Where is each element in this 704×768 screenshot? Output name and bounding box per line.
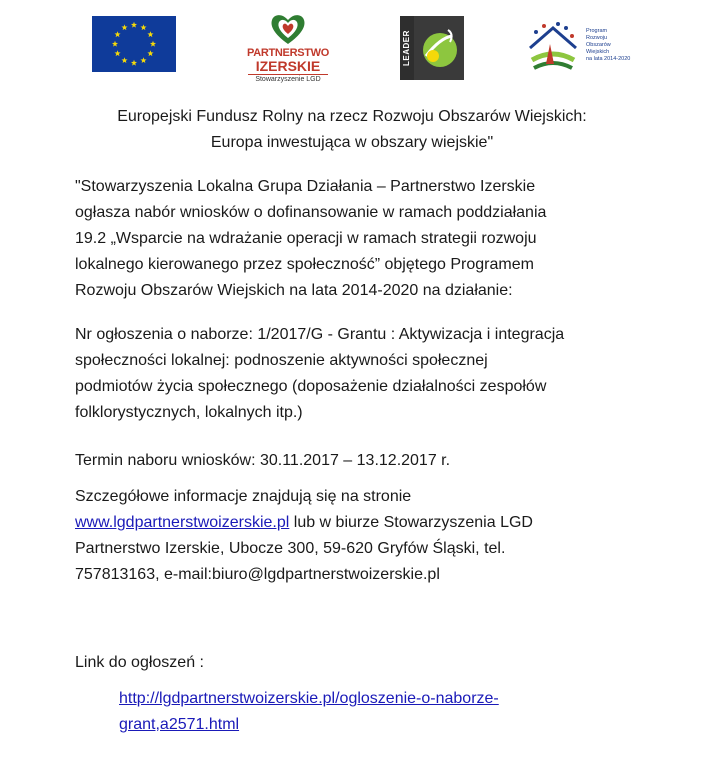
prow-text (586, 28, 630, 63)
prow-line: Wiejskich (586, 49, 610, 55)
leader-logo (400, 16, 464, 80)
prow-line: na lata 2014-2020 (586, 56, 631, 62)
leader-word: LEADER (402, 30, 411, 66)
document-heading (0, 104, 704, 156)
details-line: 757813163, e-mail:biuro@lgdpartnerstwoizerskie.pl (75, 566, 440, 583)
details-paragraph (75, 484, 645, 588)
deadline-paragraph (75, 448, 645, 474)
lgd-name-line1: PARTNERSTWO (246, 47, 330, 59)
website-link[interactable]: www.lgdpartnerstwoizerskie.pl (75, 514, 290, 531)
prow-line: Obszarów (586, 42, 611, 48)
details-line: Szczegółowe informacje znajdują się na stronie (75, 488, 412, 505)
logo-bar (0, 12, 704, 88)
announcement-url-paragraph (119, 686, 689, 738)
prow-emblem-icon (522, 18, 584, 80)
intro-line: Rozwoju Obszarów Wiejskich na lata 2014-2020 na działanie: (75, 282, 513, 299)
heading-line: Europa inwestująca w obszary wiejskie" (210, 134, 494, 151)
lgd-name-line2: IZERSKIE (255, 58, 321, 74)
heading-line: Europejski Fundusz Rolny na rzecz Rozwoju Obszarów Wiejskich: (117, 108, 587, 125)
details-line (75, 510, 645, 536)
intro-line: 19.2 „Wsparcie na wdrażanie operacji w ramach strategii rozwoju (75, 230, 537, 247)
intro-line: ogłasza nabór wniosków o dofinansowanie w ramach poddziałania (75, 204, 547, 221)
deadline-text: Termin naboru wniosków: 30.11.2017 – 13.12.2017 r. (75, 452, 451, 469)
announcement-line: folklorystycznych, lokalnych itp.) (75, 404, 303, 421)
details-line-rest: lub w biurze Stowarzyszenia LGD (289, 514, 533, 531)
lgd-subtitle: Stowarzyszenie LGD (248, 74, 328, 84)
eu-flag-logo (92, 16, 176, 72)
leader-emblem-icon (400, 16, 464, 80)
announcement-line: Nr ogłoszenia o naborze: 1/2017/G - Grantu : Aktywizacja i integracja (75, 326, 565, 343)
announcement-document (0, 104, 704, 733)
announcement-url-line2[interactable]: grant,a2571.html (119, 716, 240, 733)
heart-icon (268, 12, 308, 46)
announcement-paragraph (75, 322, 645, 426)
prow-logo (522, 18, 634, 80)
prow-line: Rozwoju (586, 35, 608, 41)
announcement-line: społeczności lokalnej: podnoszenie aktywności społecznej (75, 352, 488, 369)
intro-line: lokalnego kierowanego przez społeczność” objętego Programem (75, 256, 534, 273)
details-line: Partnerstwo Izerskie, Ubocze 300, 59-620 Gryfów Śląski, tel. (75, 540, 506, 557)
link-label-paragraph (75, 650, 645, 676)
eu-stars-icon (92, 16, 176, 72)
announcement-line: podmiotów życia społecznego (doposażenie działalności zespołów (75, 378, 547, 395)
announcement-url-line1[interactable]: http://lgdpartnerstwoizerskie.pl/ogloszenie-o-naborze- (119, 690, 499, 707)
prow-line: Program (586, 28, 608, 34)
intro-line: "Stowarzyszenia Lokalna Grupa Działania – Partnerstwo Izerskie (75, 178, 536, 195)
partnerstwo-izerskie-logo (240, 12, 336, 84)
link-label: Link do ogłoszeń : (75, 654, 204, 671)
intro-paragraph (75, 174, 645, 304)
